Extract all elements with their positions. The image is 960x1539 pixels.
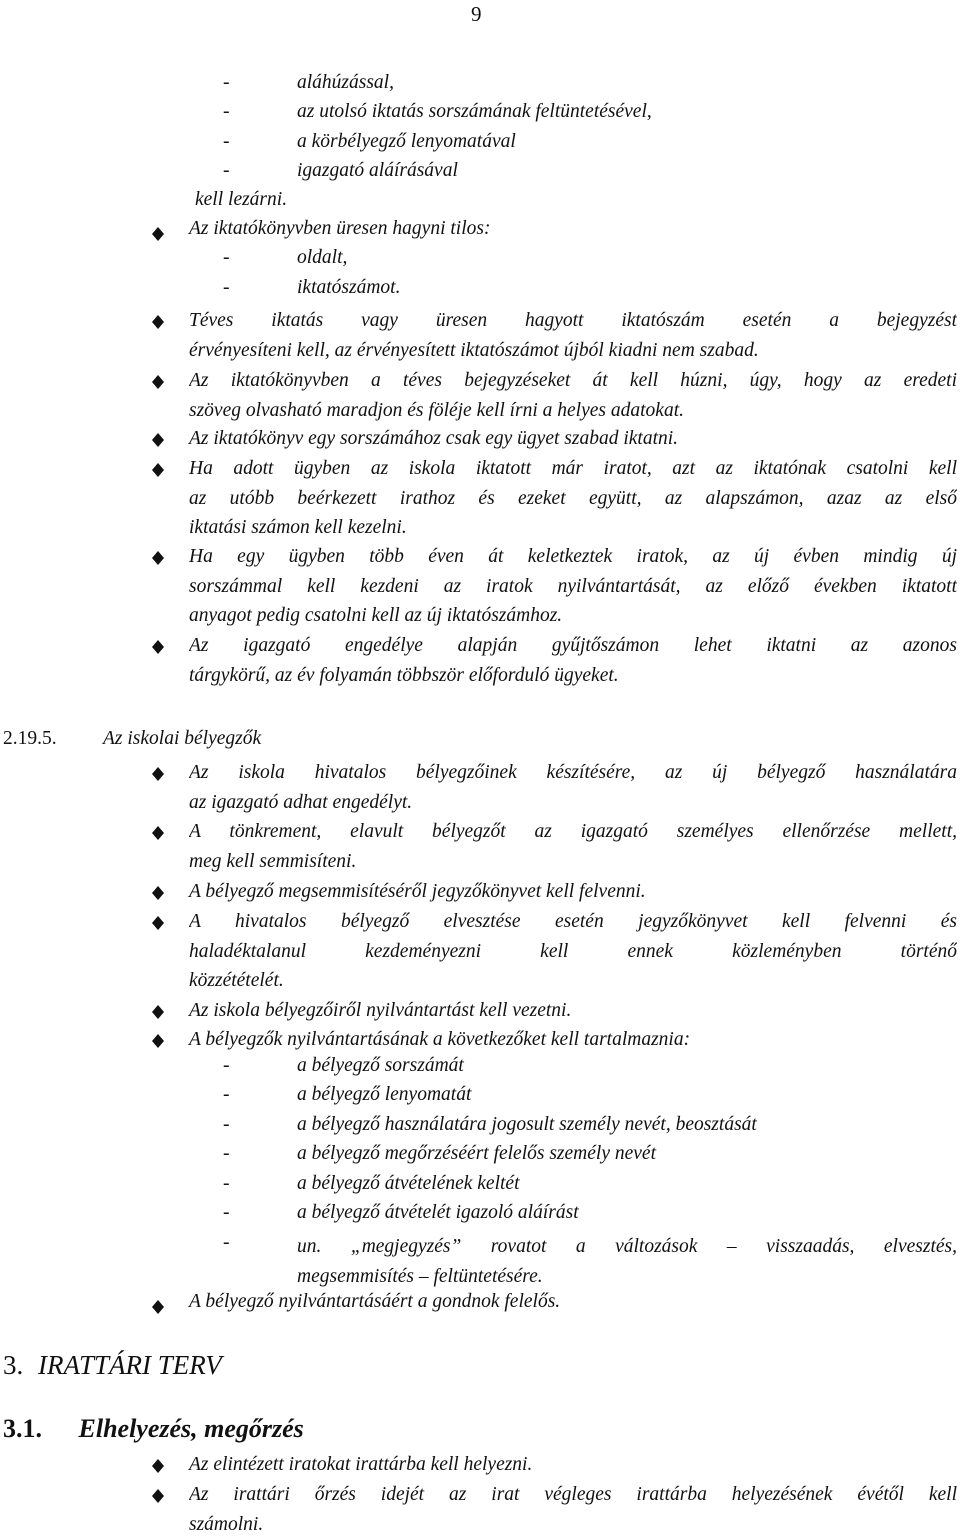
section-31-heading: [3, 1414, 304, 1444]
register-item: a bélyegző használatára jogosult személy nevét, beosztását: [297, 1114, 757, 1136]
rule-item-text: [189, 366, 957, 425]
diamond-bullet-icon: [152, 375, 164, 389]
stamp-bullet-line: A hivatalos bélyegző elvesztése esetén jegyzőkönyvet kell felvenni és: [189, 907, 957, 937]
rule-item-line: Az iktatókönyvben a téves bejegyzéseket át kell húzni, úgy, hogy az eredeti: [189, 366, 957, 396]
intro-dash-item: a körbélyegző lenyomatával: [297, 131, 516, 153]
register-item: a bélyegző megőrzéséért felelős személy nevét: [297, 1143, 656, 1165]
stamp-bullet-line: A bélyegző megsemmisítéséről jegyzőkönyvet kell felvenni.: [189, 877, 957, 907]
intro-dash-item: az utolsó iktatás sorszámának feltüntetésével,: [297, 101, 652, 123]
diamond-bullet-icon: [152, 551, 164, 565]
section-2195-title: Az iskolai bélyegzők: [103, 728, 261, 750]
section-3-title: IRATTÁRI TERV: [38, 1350, 222, 1380]
section-31-bullet-line: Az elintézett iratokat irattárba kell helyezni.: [189, 1450, 957, 1480]
rule-item-line: érvényesíteni kell, az érvényesített iktatószámot újból kiadni nem szabad.: [189, 336, 957, 366]
stamp-bullet-line: Az iskola bélyegzőiről nyilvántartást kell vezetni.: [189, 996, 957, 1026]
dash-marker: -: [223, 72, 230, 94]
diamond-bullet-icon: [152, 1034, 164, 1048]
register-item: a bélyegző lenyomatát: [297, 1084, 471, 1106]
rule-item-line: sorszámmal kell kezdeni az iratok nyilvántartását, az előző években iktatott: [189, 572, 957, 602]
rule-item-line: Téves iktatás vagy üresen hagyott iktatószám esetén a bejegyzést: [189, 306, 957, 336]
dash-marker: -: [223, 160, 230, 182]
dash-marker: -: [223, 1143, 230, 1165]
diamond-bullet-icon: [152, 1459, 164, 1473]
dash-marker: -: [223, 1173, 230, 1195]
section-31-number: 3.1.: [3, 1414, 42, 1443]
stamp-bullet-text: [189, 758, 957, 817]
dash-marker: -: [223, 247, 230, 269]
section-31-bullet-text: [189, 1450, 957, 1480]
stamp-bullet-line: haladéktalanul kezdeményezni kell ennek közleményben történő: [189, 937, 957, 967]
section-2195-number: 2.19.5.: [3, 728, 57, 750]
dash-marker: -: [223, 1084, 230, 1106]
diamond-bullet-icon: [152, 463, 164, 477]
rule-item-text: [189, 424, 957, 454]
dash-marker: -: [223, 131, 230, 153]
stamp-bullet-line: közzétételét.: [189, 966, 957, 996]
section-31-title: Elhelyezés, megőrzés: [79, 1414, 304, 1443]
section-3-heading: [3, 1350, 222, 1381]
diamond-bullet-icon: [152, 767, 164, 781]
dash-marker: -: [223, 1114, 230, 1136]
rule-item-line: az utóbb beérkezett irathoz és ezeket együtt, az alapszámon, azaz az első: [189, 484, 957, 514]
stamp-bullet-line: Az iskola hivatalos bélyegzőinek készítésére, az új bélyegző használatára: [189, 758, 957, 788]
diamond-bullet-icon: [152, 826, 164, 840]
register-item-last-line: megsemmisítés – feltüntetésére.: [297, 1262, 957, 1292]
rule-item-line: tárgykörű, az év folyamán többször előforduló ügyeket.: [189, 661, 957, 691]
intro-dash-item: aláhúzással,: [297, 72, 394, 94]
diamond-bullet-icon: [152, 1489, 164, 1503]
rule-blank-item: iktatószámot.: [297, 277, 400, 299]
section-3-number: 3.: [3, 1350, 23, 1380]
stamp-bullet-line: az igazgató adhat engedélyt.: [189, 788, 957, 818]
section-31-bullet-line: számolni.: [189, 1510, 957, 1539]
dash-marker: -: [223, 101, 230, 123]
register-item-last-line: un. „megjegyzés” rovatot a változások – visszaadás, elvesztés,: [297, 1232, 957, 1262]
diamond-bullet-icon: [152, 1005, 164, 1019]
rule-item-line: Az igazgató engedélye alapján gyűjtőszámon lehet iktatni az azonos: [189, 631, 957, 661]
section-31-bullet-text: [189, 1480, 957, 1539]
diamond-bullet-icon: [152, 916, 164, 930]
rule-item-text: [189, 542, 957, 631]
page-number: 9: [471, 2, 482, 27]
stamp-bullet-text: [189, 877, 957, 907]
intro-dash-item: igazgató aláírásával: [297, 160, 458, 182]
diamond-bullet-icon: [152, 640, 164, 654]
dash-marker: -: [223, 1055, 230, 1077]
stamp-bullet-text: [189, 1025, 957, 1055]
diamond-bullet-icon: [152, 433, 164, 447]
stamp-bullet-line: A bélyegzők nyilvántartásának a következőket kell tartalmaznia:: [189, 1025, 957, 1055]
rule-item-line: Ha egy ügyben több éven át keletkeztek iratok, az új évben mindig új: [189, 542, 957, 572]
diamond-bullet-icon: [152, 315, 164, 329]
rule-item-text: [189, 454, 957, 543]
rule-blank-text: Az iktatókönyvben üresen hagyni tilos:: [189, 218, 490, 240]
rule-item-line: iktatási számon kell kezelni.: [189, 513, 957, 543]
final-bullet-text: A bélyegző nyilvántartásáért a gondnok felelős.: [189, 1291, 560, 1313]
stamp-bullet-line: A tönkrement, elavult bélyegzőt az igazgató személyes ellenőrzése mellett,: [189, 817, 957, 847]
rule-item-text: [189, 306, 957, 365]
register-item: a bélyegző sorszámát: [297, 1055, 464, 1077]
rule-item-line: szöveg olvasható maradjon és föléje kell írni a helyes adatokat.: [189, 396, 957, 426]
section-31-bullet-line: Az irattári őrzés idejét az irat végleges irattárba helyezésének évétől kell: [189, 1480, 957, 1510]
intro-closing-text: kell lezárni.: [195, 189, 287, 211]
rule-item-line: Az iktatókönyv egy sorszámához csak egy ügyet szabad iktatni.: [189, 424, 957, 454]
register-item-last: [297, 1232, 957, 1291]
register-item: a bélyegző átvételét igazoló aláírást: [297, 1202, 579, 1224]
rule-blank-item: oldalt,: [297, 247, 347, 269]
dash-marker: -: [223, 277, 230, 299]
rule-item-line: anyagot pedig csatolni kell az új iktatószámhoz.: [189, 601, 957, 631]
stamp-bullet-text: [189, 817, 957, 876]
diamond-bullet-icon: [152, 886, 164, 900]
diamond-bullet-icon: [152, 227, 164, 241]
rule-item-line: Ha adott ügyben az iskola iktatott már iratot, azt az iktatónak csatolni kell: [189, 454, 957, 484]
rule-item-text: [189, 631, 957, 690]
stamp-bullet-line: meg kell semmisíteni.: [189, 847, 957, 877]
stamp-bullet-text: [189, 996, 957, 1026]
diamond-bullet-icon: [152, 1300, 164, 1314]
dash-marker: -: [223, 1232, 230, 1254]
dash-marker: -: [223, 1202, 230, 1224]
register-item: a bélyegző átvételének keltét: [297, 1173, 520, 1195]
stamp-bullet-text: [189, 907, 957, 996]
